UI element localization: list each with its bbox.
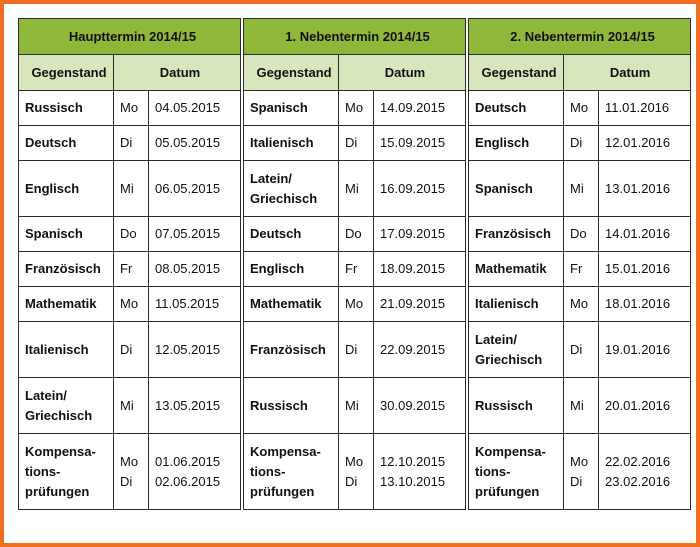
cell-line: Russisch [25,100,83,115]
table-row [244,378,466,434]
subject-cell [244,378,339,434]
schedule-table [468,18,691,510]
subject-cell [19,287,114,322]
cell-line: Kompensa- [475,443,546,459]
weekday-cell [114,378,149,434]
subject-cell [244,161,339,217]
weekday-cell [114,126,149,161]
weekday-cell [114,161,149,217]
cell-line: Latein/ [250,170,292,186]
cell-line: 05.05.2015 [155,135,221,150]
date-cell [599,161,691,217]
cell-line: 11.01.2016 [605,100,670,115]
cell-line: 22.09.2015 [380,341,446,357]
weekday-cell [114,217,149,252]
cell-line: 13.01.2016 [605,180,671,196]
date-cell [599,252,691,287]
cell-line: Do [570,226,587,241]
cell-line: 20.01.2016 [605,397,671,413]
cell-line: Englisch [25,180,80,196]
cell-line: Mi [120,397,134,413]
table-row [19,217,241,252]
weekday-cell [339,378,374,434]
table-row [19,322,241,378]
cell-line: Spanisch [250,100,308,115]
cell-line: Di [570,341,583,357]
date-cell [149,91,241,126]
subject-cell [469,378,564,434]
cell-line: 02.06.2015 [155,473,221,489]
subject-cell [244,322,339,378]
cell-line: 16.09.2015 [380,180,446,196]
date-cell [374,126,466,161]
schedule-block-3 [468,18,691,510]
date-cell [374,287,466,322]
weekday-cell [114,252,149,287]
table-row [469,217,691,252]
column-header-subject: Gegenstand [19,55,114,91]
subject-cell [244,434,339,510]
cell-line: 11.05.2015 [155,296,220,311]
cell-line: 30.09.2015 [380,397,446,413]
cell-line: Mi [120,180,134,196]
weekday-cell [564,126,599,161]
weekday-cell [564,322,599,378]
cell-line: 06.05.2015 [155,180,221,196]
cell-line: 18.01.2016 [605,296,671,311]
cell-line: 14.01.2016 [605,226,671,241]
weekday-cell [114,287,149,322]
cell-line: Griechisch [25,407,93,423]
column-header-date: Datum [114,55,241,91]
table-row [469,252,691,287]
column-header-subject: Gegenstand [244,55,339,91]
weekday-cell [339,217,374,252]
cell-line: Griechisch [250,190,318,206]
date-cell [599,287,691,322]
cell-line: Mo [345,100,364,115]
date-cell [149,434,241,510]
cell-line: Englisch [250,261,305,276]
weekday-cell [564,91,599,126]
date-cell [149,217,241,252]
table-row [244,91,466,126]
cell-line: Deutsch [25,135,77,150]
subject-cell [469,322,564,378]
cell-line: 13.10.2015 [380,473,446,489]
cell-line: Griechisch [475,351,543,367]
date-cell [374,217,466,252]
table-row [469,161,691,217]
cell-line: 12.05.2015 [155,341,221,357]
cell-line: Di [345,135,358,150]
cell-line: 13.05.2015 [155,397,221,413]
subject-cell [469,287,564,322]
cell-line: 12.01.2016 [605,135,671,150]
weekday-cell [564,378,599,434]
table-row [19,161,241,217]
cell-line: prüfungen [475,483,540,499]
weekday-cell [114,91,149,126]
cell-line: Italienisch [250,135,314,150]
table-row [244,434,466,510]
cell-line: Italienisch [475,296,539,311]
weekday-cell [114,322,149,378]
table-row [244,217,466,252]
cell-line: Fr [570,261,583,276]
table-row [469,378,691,434]
date-cell [374,434,466,510]
table-row [244,287,466,322]
cell-line: 01.06.2015 [155,453,221,469]
cell-line: 15.01.2016 [605,261,671,276]
cell-line: Russisch [250,397,308,413]
table-row [244,161,466,217]
cell-line: Mi [345,397,359,413]
weekday-cell [339,322,374,378]
subject-cell [244,252,339,287]
cell-line: Latein/ [25,387,67,403]
subject-cell [469,252,564,287]
cell-line: Di [570,135,583,150]
cell-line: Italienisch [25,341,89,357]
weekday-cell [114,434,149,510]
cell-line: 08.05.2015 [155,261,221,276]
cell-line: Mo [345,296,364,311]
subject-cell [244,287,339,322]
cell-line: Do [345,226,362,241]
cell-line: 21.09.2015 [380,296,446,311]
table-row [19,434,241,510]
date-cell [599,434,691,510]
weekday-cell [339,126,374,161]
weekday-cell [339,434,374,510]
column-header-date: Datum [564,55,691,91]
block-title: 2. Nebentermin 2014/15 [469,19,691,55]
weekday-cell [339,252,374,287]
table-row [469,91,691,126]
cell-line: Di [570,473,583,489]
cell-line: Spanisch [475,180,533,196]
table-row [19,287,241,322]
date-cell [374,378,466,434]
table-row [244,252,466,287]
cell-line: Di [345,341,358,357]
schedule-table [243,18,466,510]
date-cell [374,252,466,287]
date-cell [149,252,241,287]
cell-line: 22.02.2016 [605,453,671,469]
cell-line: Di [120,135,133,150]
date-cell [599,126,691,161]
cell-line: Französisch [250,341,326,357]
table-row [244,126,466,161]
cell-line: 15.09.2015 [380,135,446,150]
cell-line: Mi [570,397,584,413]
subject-cell [19,126,114,161]
cell-line: Deutsch [250,226,302,241]
subject-cell [19,322,114,378]
cell-line: tions- [475,463,511,479]
cell-line: prüfungen [250,483,315,499]
cell-line: Mathematik [475,261,547,276]
cell-line: 19.01.2016 [605,341,671,357]
cell-line: Mi [570,180,584,196]
schedule-block-1 [18,18,241,510]
table-row [469,434,691,510]
date-cell [599,378,691,434]
block-title: 1. Nebentermin 2014/15 [244,19,466,55]
subject-cell [469,91,564,126]
table-row [469,126,691,161]
subject-cell [19,378,114,434]
cell-line: Kompensa- [250,443,321,459]
column-header-date: Datum [339,55,466,91]
cell-line: Mo [570,296,589,311]
date-cell [599,217,691,252]
weekday-cell [339,161,374,217]
subject-cell [244,91,339,126]
cell-line: 04.05.2015 [155,100,221,115]
cell-line: 12.10.2015 [380,453,446,469]
date-cell [374,161,466,217]
cell-line: 14.09.2015 [380,100,446,115]
cell-line: 18.09.2015 [380,261,446,276]
weekday-cell [564,252,599,287]
table-row [244,322,466,378]
subject-cell [244,126,339,161]
block-title: Haupttermin 2014/15 [19,19,241,55]
schedule-blocks [18,18,691,510]
weekday-cell [564,161,599,217]
subject-cell [244,217,339,252]
cell-line: Deutsch [475,100,527,115]
cell-line: Spanisch [25,226,83,241]
cell-line: 07.05.2015 [155,226,221,241]
subject-cell [19,91,114,126]
table-row [469,322,691,378]
schedule-table [18,18,241,510]
weekday-cell [339,287,374,322]
subject-cell [469,161,564,217]
date-cell [149,287,241,322]
cell-line: Di [345,473,358,489]
date-cell [149,126,241,161]
subject-cell [19,161,114,217]
subject-cell [19,252,114,287]
cell-line: Latein/ [475,331,517,347]
table-row [19,126,241,161]
weekday-cell [564,217,599,252]
subject-cell [19,217,114,252]
cell-line: Französisch [25,261,101,276]
cell-line: Mathematik [250,296,322,311]
cell-line: tions- [25,463,61,479]
cell-line: Mo [345,453,364,469]
cell-line: 23.02.2016 [605,473,671,489]
cell-line: Mo [570,453,589,469]
cell-line: Englisch [475,135,530,150]
weekday-cell [339,91,374,126]
cell-line: Mo [570,100,589,115]
date-cell [149,378,241,434]
weekday-cell [564,287,599,322]
schedule-block-2 [243,18,466,510]
cell-line: Mo [120,100,139,115]
subject-cell [469,434,564,510]
cell-line: 17.09.2015 [380,226,446,241]
cell-line: tions- [250,463,286,479]
table-row [469,287,691,322]
subject-cell [469,126,564,161]
cell-line: Mo [120,296,139,311]
table-row [19,378,241,434]
cell-line: Di [120,473,133,489]
cell-line: Do [120,226,137,241]
subject-cell [19,434,114,510]
date-cell [599,91,691,126]
cell-line: Mo [120,453,139,469]
cell-line: Fr [120,261,133,276]
cell-line: prüfungen [25,483,90,499]
cell-line: Mathematik [25,296,97,311]
date-cell [149,322,241,378]
cell-line: Mi [345,180,359,196]
date-cell [149,161,241,217]
subject-cell [469,217,564,252]
cell-line: Russisch [475,397,533,413]
date-cell [374,91,466,126]
cell-line: Kompensa- [25,443,96,459]
date-cell [599,322,691,378]
table-row [19,91,241,126]
weekday-cell [564,434,599,510]
table-row [19,252,241,287]
cell-line: Di [120,341,133,357]
date-cell [374,322,466,378]
column-header-subject: Gegenstand [469,55,564,91]
cell-line: Fr [345,261,358,276]
cell-line: Französisch [475,226,551,241]
